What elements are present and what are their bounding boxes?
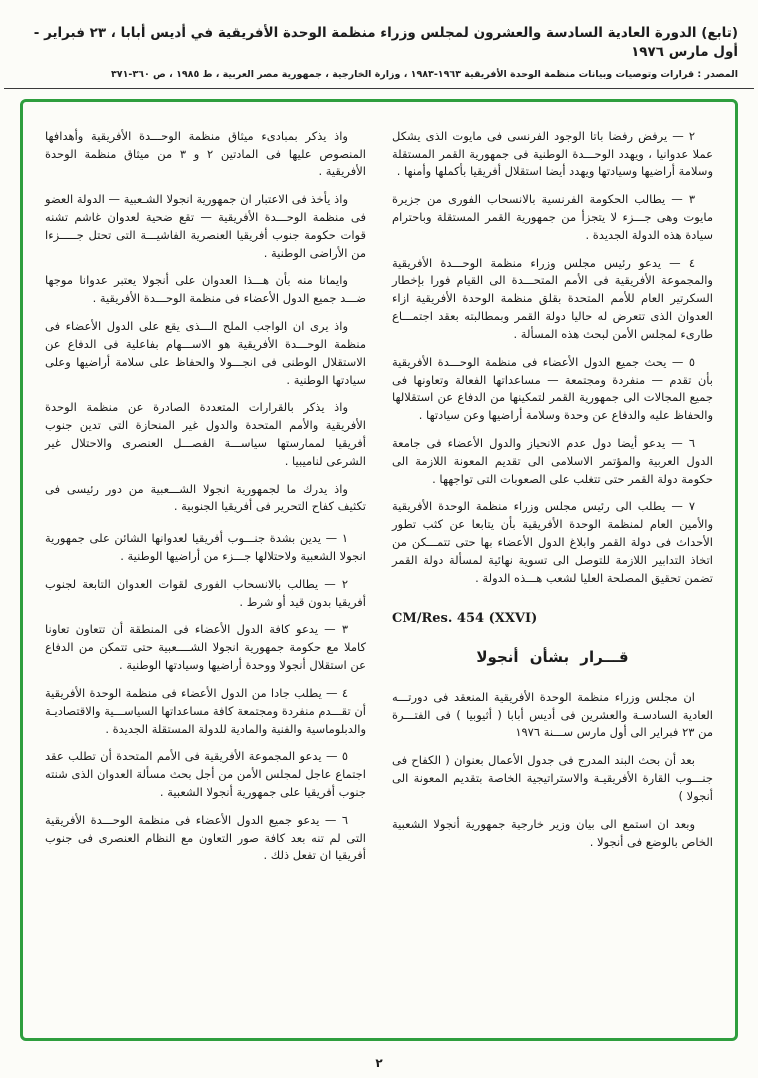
resolution-clause-2: ٢ — يرفض رفضا باتا الوجود الفرنسى فى مايوت الذى يشكل عملا عدوانيا ، ويهدد الوحـــدة الوطنية فى جمهورية القمر المستقلة وسلامة أراضيها وسيادتها ويهدد أيضا استقلال أفريقيا بأكملها وأمنها . bbox=[392, 128, 713, 179]
document-source-line: المصدر : قرارات وتوصيات وبيانات منظمة الوحدة الأفريقية ١٩٦٣-١٩٨٣ ، وزارة الخارجية ، جمهورية مصر العربية ، ط ١٩٨٥ ، ص ٣٦٠-٣٧١ bbox=[110, 68, 738, 80]
angola-clause-5: ٥ — يدعو المجموعة الأفريقية فى الأمم المتحدة أن تطلب عقد اجتماع عاجل لمجلس الأمن من أجل بحث مسألة العدوان الذى شنته جنوب أفريقيا على جمهورية أنجولا الشعبية . bbox=[45, 749, 366, 799]
column-right bbox=[392, 128, 713, 1020]
angola-clause-4: ٤ — يطلب جادا من الدول الأعضاء فى منظمة الوحدة الأفريقية أن تقـــدم منفردة ومجتمعة كافة مساعداتها السياســـية والاقتصاديـة والدبلوماسية والفنية والمادية للدولة المستقلة الجديدة . bbox=[44, 685, 366, 736]
resolution-clause-3: ٣ — يطالب الحكومة الفرنسية بالانسحاب الفورى من جزيرة مايوت وهى جـــزء لا يتجزأ من جمهورية القمر المستقلة وباحترام سيادة هذه الدولة الجديدة . bbox=[392, 192, 713, 242]
resolution-clause-6: ٦ — يدعو أيضا دول عدم الانحياز والدول الأعضاء فى جامعة الدول العربية والمؤتمر الاسلامى الى تقديم المعونة اللازمة الى حكومة دولة القمر حتى تتغلب على الصعوبات التى تواجهها . bbox=[392, 435, 713, 486]
document-header bbox=[4, 0, 754, 89]
resolution-clause-7: ٧ — يطلب الى رئيس مجلس وزراء منظمة الوحدة الأفريقية والأمين العام لمنظمة الوحدة الأفريقية بأن يتابعا عن كثب تطور الأحداث فى دولة القمر وابلاغ الدول الأعضاء بها حتى تتمـــكن من اتخاذ التدابير اللازمة للتوصل الى تسوية نهائية لمسألة دولة القمر تضمن تحقيق المصلحة العليا لشعب هـــذه الدولة . bbox=[392, 499, 713, 585]
angola-clause-2: ٢ — يطالب بالانسحاب الفورى لقوات العدوان التابعة لجنوب أفريقيا بدون قيد أو شرط . bbox=[45, 576, 366, 609]
resolution-clause-4: ٤ — يدعو رئيس مجلس وزراء منظمة الوحـــدة الأفريقية والمجموعة الأفريقية فى الأمم المتحـــدة الى القيام فورا بإخطار السكرتير العام للأمم المتحدة بقلق منظمة الوحدة الأفريقية ازاء العدوان الذى تتعرض له حاليا دولة القمر وبمطالبته بعقد اجتمـــاع طارىء لمجلس الأمن لبحث هذه المسألة . bbox=[392, 255, 713, 341]
angola-clause-3: ٣ — يدعو كافة الدول الأعضاء فى المنطقة أن تتعاون تعاونا كاملا مع حكومة جمهورية انجولا الشــــعبية حتى تتمكن من الدفاع عن استقلال أنجولا ووحدة أراضيها وسيادتها الوطنية . bbox=[45, 622, 366, 673]
resolution-title: قـــرار بشأن أنجولا bbox=[476, 647, 629, 666]
consideration-paragraph-3: وايمانا منه بأن هـــذا العدوان على أنجولا يعتبر عدوانا موجها ضـــد جميع الدول الأعضاء فى منظمة الوحـــدة الأفريقية . bbox=[45, 273, 366, 306]
resolution-green-box bbox=[20, 99, 738, 1041]
angola-clause-1: ١ — يدين بشدة جنـــوب أفريقيا لعدوانها الشائن على جمهورية انجولا الشعبية ولاحتلالها جـــزء من أراضيها الوطنية . bbox=[45, 531, 366, 564]
resolution-clause-5: ٥ — يحث جميع الدول الأعضاء فى منظمة الوحـــدة الأفريقية بأن تقدم — منفردة ومجتمعة — مساعداتها الفعالة وتعاونها فى جميع المجالات الى جمهورية القمر لتمكينها من الدفاع عن استقلالها والحفاظ عليه والدفاع عن وحدة وسلامة أراضيها وعن سيادتها . bbox=[392, 354, 713, 423]
consideration-paragraph-5: واذ يذكر بالقرارات المتعددة الصادرة عن منظمة الوحدة الأفريقية والأمم المتحدة والدول غير المنحازة التى تدين جنوب أفريقيا لممارستها سياســـة الفصـــل العنصرى والاحتلال غير الشرعى لناميبيا . bbox=[45, 400, 366, 468]
document-title: (تابع) الدورة العادية السادسة والعشرون لمجلس وزراء منظمة الوحدة الأفريقية في أديس أبابا ، ٢٣ فبراير - أول مارس ١٩٧٦ bbox=[33, 25, 738, 60]
column-left bbox=[45, 128, 366, 1020]
consideration-paragraph-1: واذ يذكر بمبادىء ميثاق منظمة الوحـــدة الأفريقية وأهدافها المنصوص عليها فى المادتين ٢ و ٣ من ميثاق منظمة الوحدة الأفريقية . bbox=[45, 128, 366, 179]
consideration-paragraph-2: واذ يأخذ فى الاعتبار ان جمهورية انجولا الشـعبية — الدولة العضو فى منظمة الوحـــدة الأفريقية — تقع ضحية لعدوان غاشم تشنه قوات حكومة جنوب أفريقيا العنصرية الفاشيـــة التى تحتل جـــــزءا من الأراضى الوطنية . bbox=[45, 192, 366, 260]
preamble-paragraph-1: ان مجلس وزراء منظمة الوحدة الأفريقية المنعقد فى دورتـــه العادية السادسـة والعشرين فى أديس أبابا ( أثيوبيا ) فى الفتـــرة من ٢٣ فبراير الى أول مارس ســـنة ١٩٧٦ bbox=[392, 689, 713, 740]
resolution-reference: CM/Res. 454 (XXVI) bbox=[392, 611, 538, 627]
consideration-paragraph-4: واذ يرى ان الواجب الملح الـــذى يقع على الدول الأعضاء فى منظمة الوحـــدة الأفريقية هو الاســـهام بفاعلية فى الدفاع عن الاستقلال الوطنى فى انجـــولا والحفاظ على سلامة أراضيها وعلى سيادتها الوطنية . bbox=[45, 319, 366, 387]
page-number: ٢ bbox=[375, 1056, 383, 1070]
preamble-paragraph-2: بعد أن بحث البند المدرج فى جدول الأعمال بعنوان ( الكفاح فى جنـــوب القارة الأفريقيـة والاستراتيجية الخاصة بتقديم المعونة الى أنجولا ) bbox=[392, 753, 713, 803]
preamble-paragraph-3: وبعد ان استمع الى بيان وزير خارجية جمهورية أنجولا الشعبية الخاص بالوضع فى أنجولا . bbox=[392, 816, 713, 849]
document-footer bbox=[0, 1056, 758, 1070]
angola-clause-6: ٦ — يدعو جميع الدول الأعضاء فى منظمة الوحـــدة الأفريقية التى لم تنه بعد كافة صور التعاون مع النظام العنصرى فى جنوب أفريقيا ان تفعل ذلك . bbox=[45, 812, 366, 863]
consideration-paragraph-6: واذ يدرك ما لجمهورية انجولا الشـــعبية من دور رئيسى فى تكثيف كفاح التحرير فى أفريقيا الجنوبية . bbox=[45, 481, 366, 514]
